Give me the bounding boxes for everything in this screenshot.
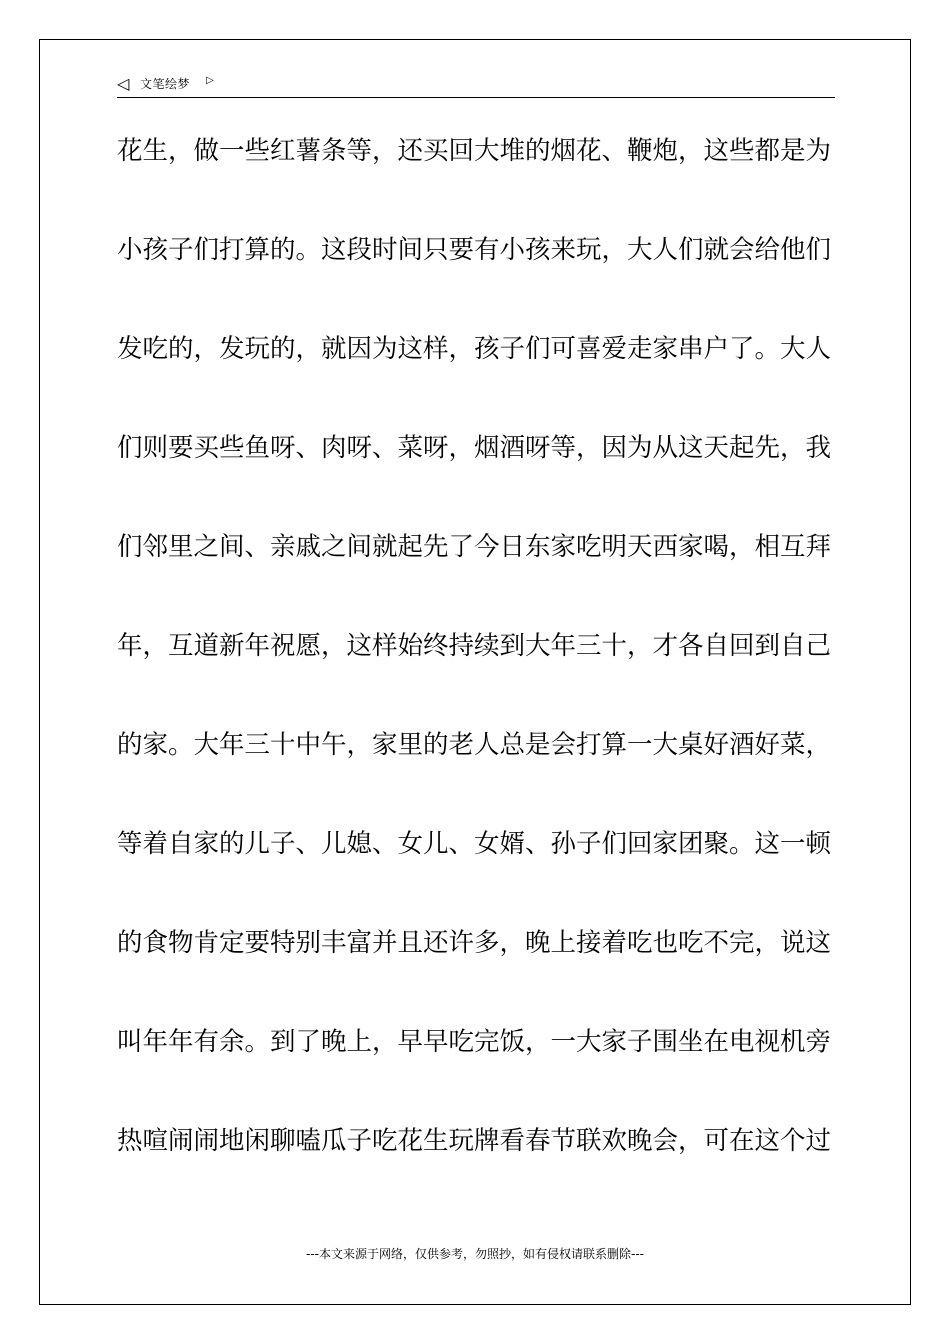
body-line: 发吃的，发玩的，就因为这样，孩子们可喜爱走家串户了。大人 <box>117 334 832 364</box>
body-line: 年，互道新年祝愿，这样始终持续到大年三十，才各自回到自己 <box>117 631 832 661</box>
page-header <box>117 74 835 98</box>
body-line: 们则要买些鱼呀、肉呀、菜呀，烟酒呀等，因为从这天起先，我 <box>117 433 832 463</box>
body-line: 叫年年有余。到了晚上，早早吃完饭，一大家子围坐在电视机旁 <box>117 1027 832 1057</box>
body-line: 小孩子们打算的。这段时间只要有小孩来玩，大人们就会给他们 <box>117 235 832 265</box>
body-text <box>117 126 835 1215</box>
body-line: 花生，做一些红薯条等，还买回大堆的烟花、鞭炮，这些都是为 <box>117 136 832 166</box>
body-line: 的家。大年三十中午，家里的老人总是会打算一大桌好酒好菜， <box>117 730 832 760</box>
body-line: 们邻里之间、亲戚之间就起先了今日东家吃明天西家喝，相互拜 <box>117 532 832 562</box>
body-line: 的食物肯定要特别丰富并且还许多，晚上接着吃也吃不完，说这 <box>117 928 832 958</box>
body-line: 等着自家的儿子、儿媳、女儿、女婿、孙子们回家团聚。这一顿 <box>117 829 832 859</box>
page-footer: ---本文来源于网络，仅供参考，勿照抄，如有侵权请联系删除--- <box>306 1247 644 1261</box>
header-title: 文笔绘梦 <box>140 77 191 91</box>
right-triangle-icon: ▷ <box>206 75 214 86</box>
body-line: 热喧闹闹地闲聊嗑瓜子吃花生玩牌看春节联欢晚会，可在这个过 <box>117 1126 832 1156</box>
left-triangle-icon: ◁ <box>117 74 130 93</box>
